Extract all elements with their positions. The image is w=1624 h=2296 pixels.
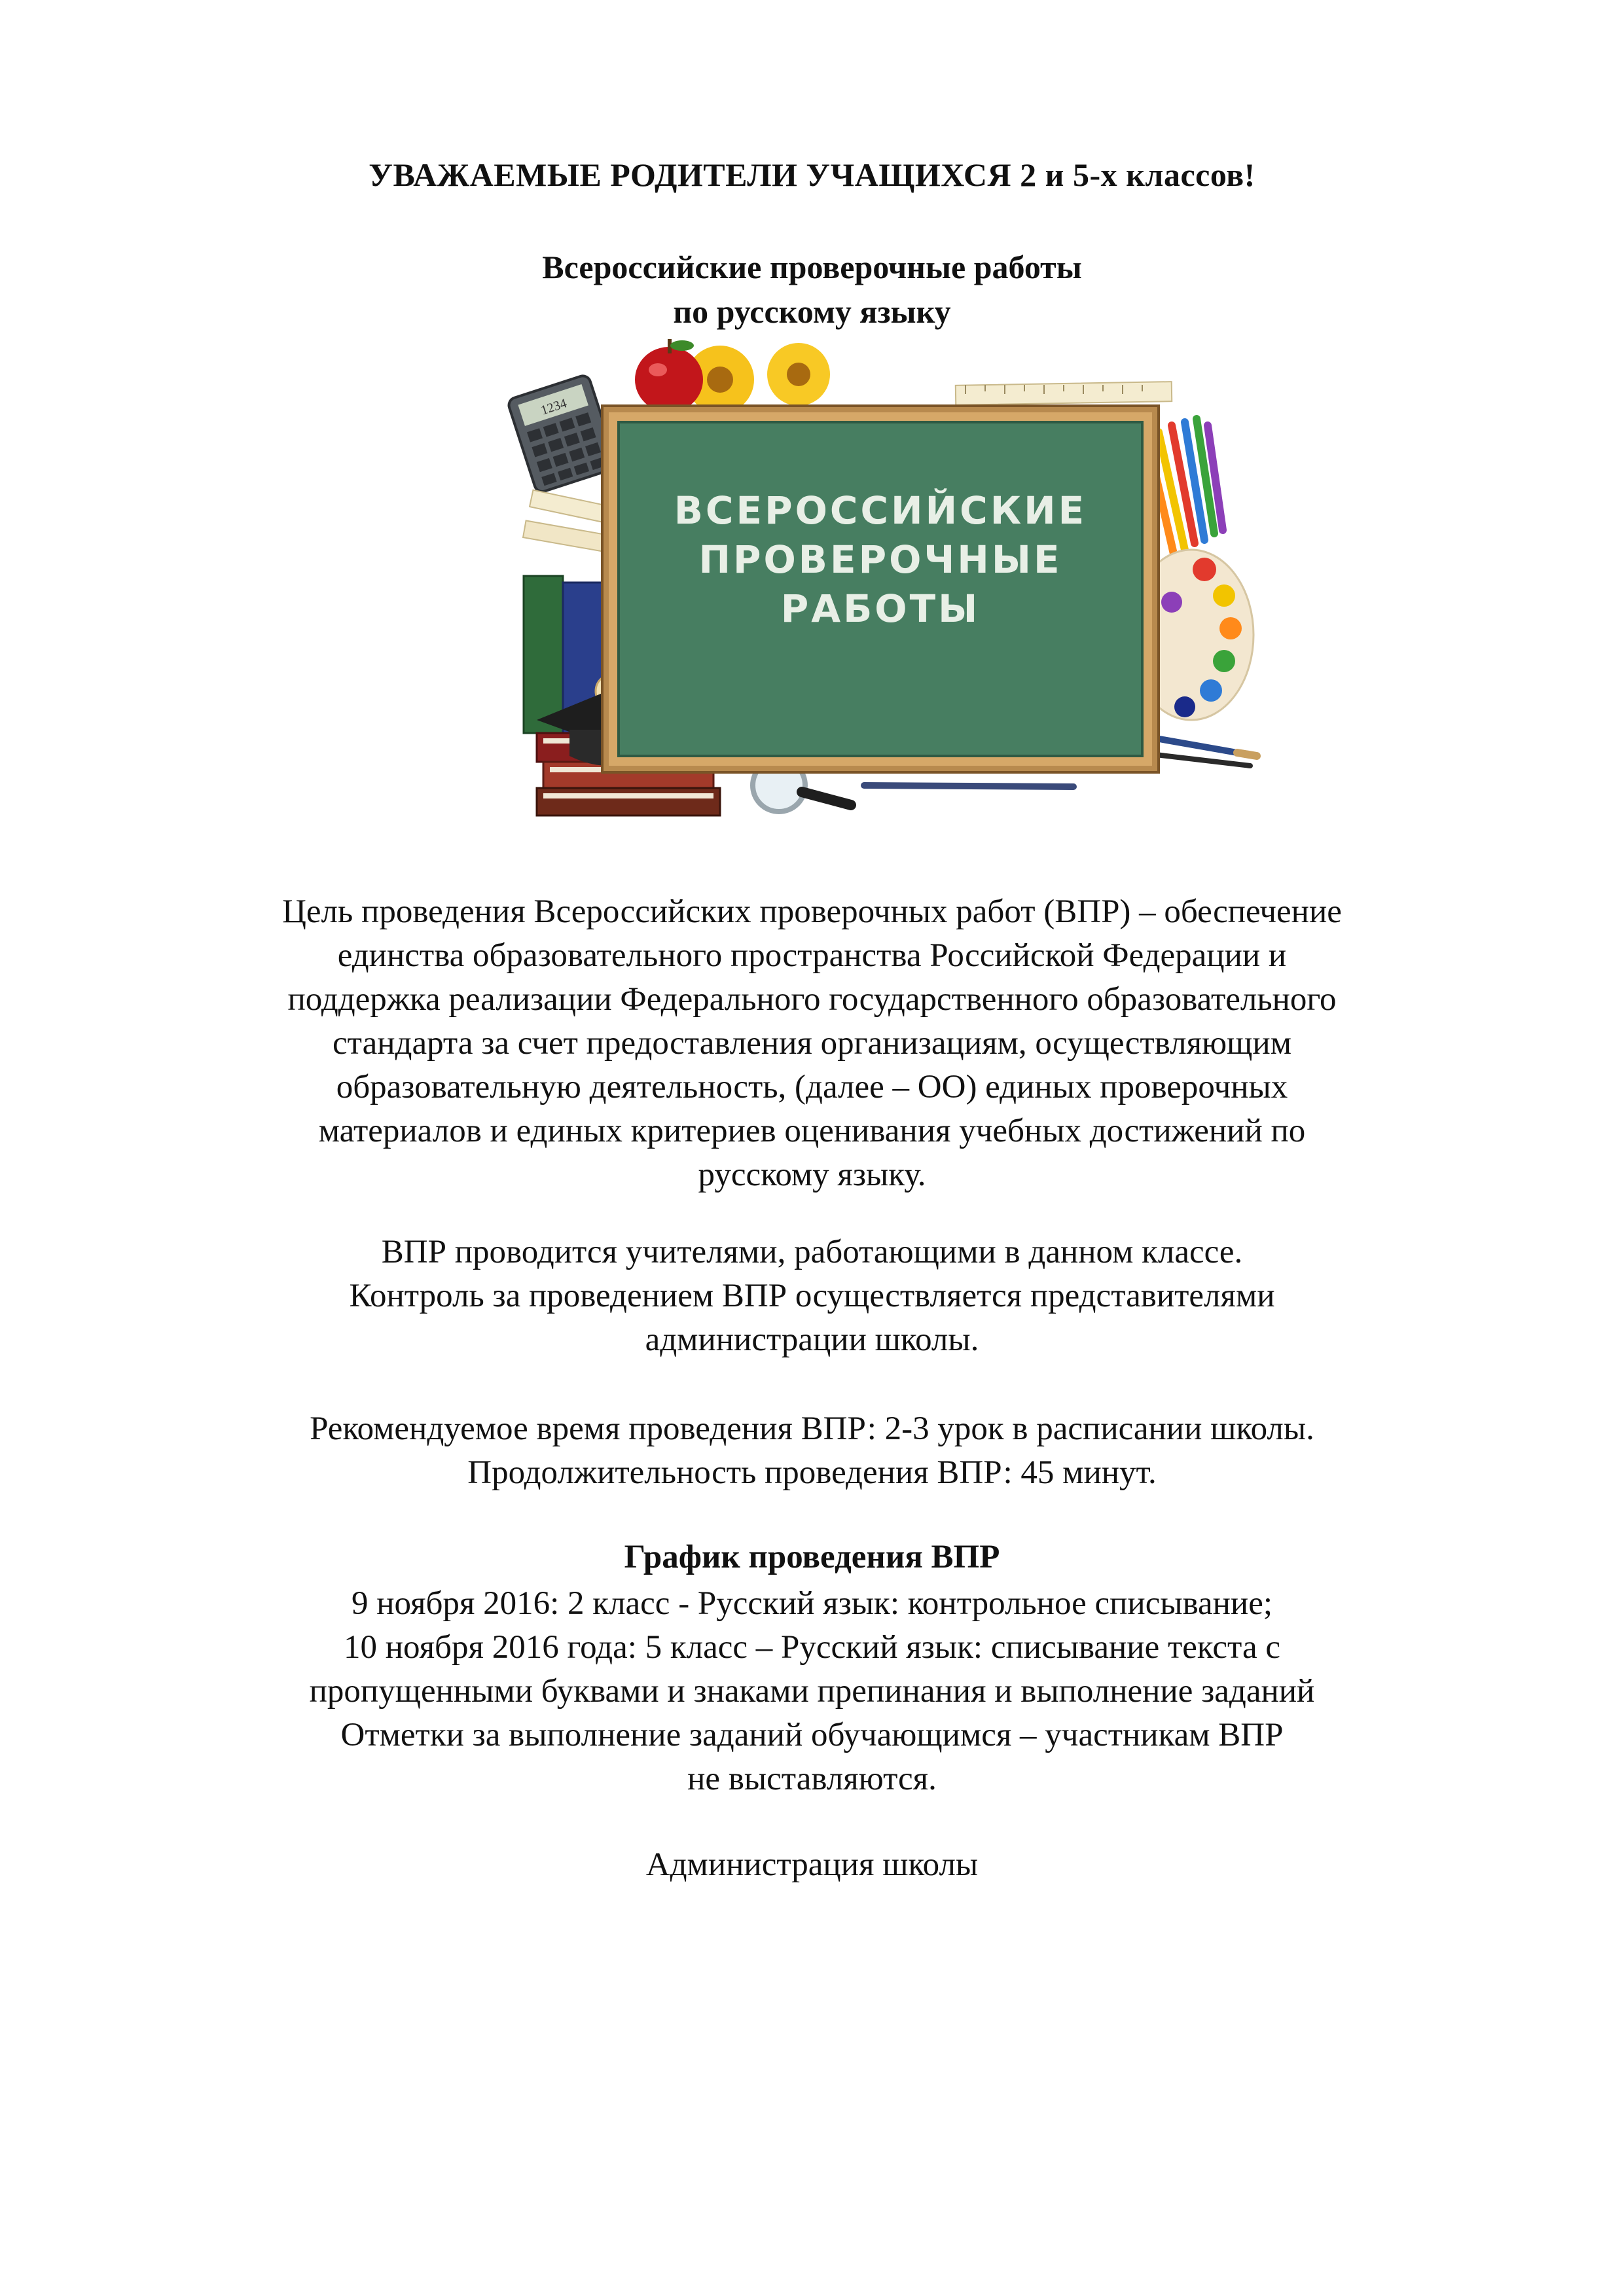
schedule-line: не выставляются. bbox=[687, 1761, 937, 1797]
flowers-decoration bbox=[686, 343, 830, 414]
page-subtitle bbox=[0, 245, 1624, 334]
subtitle-line: Всероссийские проверочные работы bbox=[542, 249, 1082, 285]
subtitle-line: по русскому языку bbox=[673, 293, 951, 330]
purpose-paragraph bbox=[0, 890, 1624, 1197]
text-line: материалов и единых критериев оценивания учебных достижений по bbox=[318, 1113, 1306, 1149]
board-line-3: РАБОТЫ bbox=[780, 586, 981, 631]
board-line-1: ВСЕРОССИЙСКИЕ bbox=[674, 488, 1087, 533]
text-line: Продолжительность проведения ВПР: 45 минут. bbox=[467, 1454, 1157, 1491]
signature: Администрация школы bbox=[645, 1846, 979, 1883]
calculator-display: 1234 bbox=[539, 396, 569, 418]
text-line: Рекомендуемое время проведения ВПР: 2-3 урок в расписании школы. bbox=[310, 1410, 1314, 1447]
text-line: русскому языку. bbox=[698, 1157, 926, 1193]
schedule-list bbox=[0, 1582, 1624, 1801]
apple-icon bbox=[635, 339, 703, 412]
text-line: ВПР проводится учителями, работающими в данном классе. bbox=[381, 1234, 1243, 1270]
text-line: образовательную деятельность, (далее – ОО) единых проверочных bbox=[336, 1069, 1288, 1105]
conduct-paragraph bbox=[0, 1230, 1624, 1362]
board-line-2: ПРОВЕРОЧНЫЕ bbox=[698, 537, 1062, 582]
schedule-line: пропущенными буквами и знаками препинания и выполнение заданий bbox=[309, 1673, 1315, 1710]
chalkboard bbox=[602, 406, 1159, 772]
ruler-top bbox=[956, 382, 1172, 405]
text-line: администрации школы. bbox=[645, 1321, 979, 1358]
schedule-line: 10 ноября 2016 года: 5 класс – Русский язык: списывание текста с bbox=[344, 1629, 1280, 1666]
page-title: УВАЖАЕМЫЕ РОДИТЕЛИ УЧАЩИХСЯ 2 и 5-х классов! bbox=[369, 156, 1255, 193]
text-line: Контроль за проведением ВПР осуществляется представителями bbox=[349, 1278, 1275, 1314]
pencil-bottom bbox=[864, 785, 1074, 787]
schedule-line: Отметки за выполнение заданий обучающимся – участникам ВПР bbox=[340, 1717, 1284, 1753]
text-line: поддержка реализации Федерального государственного образовательного bbox=[287, 981, 1337, 1018]
chalkboard-illustration bbox=[497, 334, 1263, 857]
text-line: стандарта за счет предоставления организациям, осуществляющим bbox=[333, 1025, 1291, 1062]
schedule-line: 9 ноября 2016: 2 класс - Русский язык: контрольное списывание; bbox=[351, 1585, 1273, 1622]
schedule-title: График проведения ВПР bbox=[624, 1539, 1000, 1575]
text-line: единства образовательного пространства Российской Федерации и bbox=[337, 937, 1287, 974]
timing-paragraph bbox=[0, 1407, 1624, 1495]
text-line: Цель проведения Всероссийских проверочных работ (ВПР) – обеспечение bbox=[282, 893, 1342, 930]
